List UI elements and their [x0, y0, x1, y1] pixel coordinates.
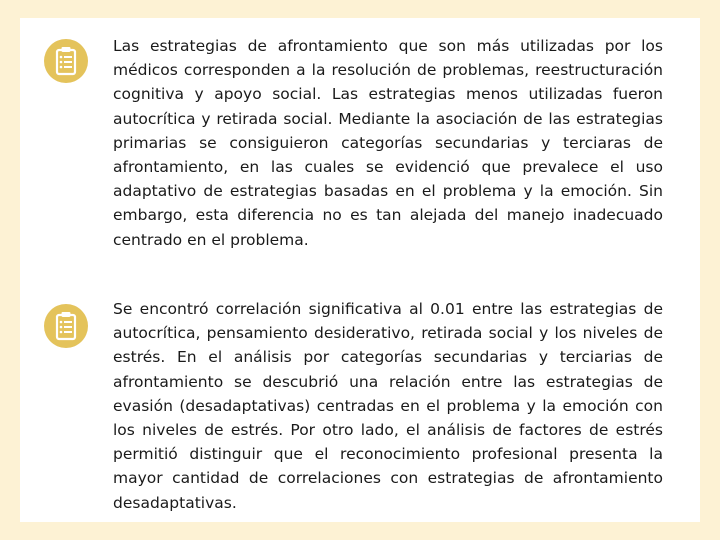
clipboard-list-icon [44, 39, 88, 83]
slide [20, 18, 700, 522]
paragraph-1: Las estrategias de afrontamiento que son más utilizadas por los médicos corresponden a la resolución de problemas, reestructuración cognitiva y apoyo social. Las estrategias menos utilizadas fueron autocrítica y retirada social. Mediante la asociación de las estrategias primarias se consiguieron categorías secundarias y terciaras de afrontamiento, en las cuales se evidenció que prevalece el uso adaptativo de estrategias basadas en el problema y la emoción. Sin embargo, esta diferencia no es tan alejada del manejo inadecuado centrado en el problema. [113, 37, 663, 249]
clipboard-list-icon [44, 304, 88, 348]
paragraph-2: Se encontró correlación significativa al 0.01 entre las estrategias de autocrítica, pensamiento desiderativo, retirada social y los niveles de estrés. En el análisis por categorías secundarias y terciarias de afrontamiento se descubrió una relación entre las estrategias de evasión (desadaptativas) centradas en el problema y la emoción con los niveles de estrés. Por otro lado, el análisis de factores de estrés permitió distinguir que el reconocimiento profesional presenta la mayor cantidad de correlaciones con estrategias de afrontamiento desadaptativas. [113, 300, 663, 512]
